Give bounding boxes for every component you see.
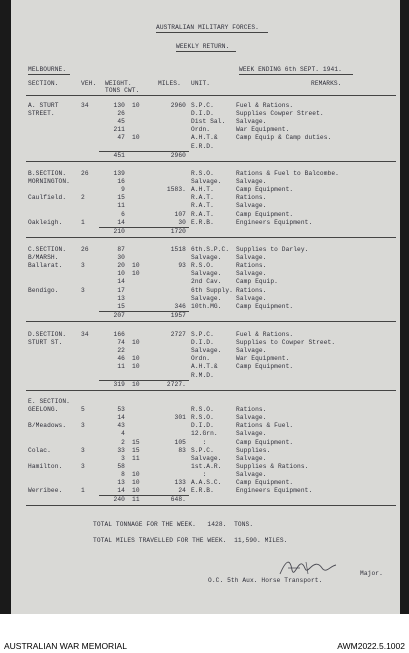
- row-unit: E.R.B.: [191, 487, 214, 495]
- row-unit: R.S.O.: [191, 414, 214, 422]
- row-vehicles: 5: [81, 406, 85, 414]
- row-unit: R.A.T.: [191, 202, 214, 210]
- footer-bar: [0, 614, 409, 653]
- row-tons: 11: [117, 202, 125, 210]
- week-ending: WEEK ENDING 6th SEPT. 1941.: [239, 66, 342, 73]
- row-tons: 13: [117, 294, 125, 302]
- row-section-name: Bendigo.: [28, 286, 59, 294]
- row-remarks: Salvage.: [236, 414, 267, 422]
- row-tons: 43: [117, 422, 125, 430]
- row-unit: :: [191, 470, 207, 478]
- row-unit: 10th.MG.: [191, 302, 222, 310]
- row-miles: 83: [178, 446, 186, 454]
- subtotal-tons: 210: [113, 227, 125, 235]
- row-unit: Salvage.: [191, 270, 222, 278]
- row-tons: 47: [117, 134, 125, 142]
- row-miles: 107: [174, 210, 186, 218]
- row-remarks: Camp Equip.: [236, 278, 278, 286]
- row-unit: R.S.O.: [191, 170, 214, 177]
- signature-unit: O.C. 5th Aux. Horse Transport.: [208, 577, 323, 584]
- row-miles: 301: [174, 414, 186, 422]
- row-vehicles: 3: [81, 462, 85, 470]
- row-miles: 1583.: [166, 186, 186, 194]
- row-unit: R.S.O.: [191, 406, 214, 414]
- total-tonnage: TOTAL TONNAGE FOR THE WEEK. 1428. TONS.: [93, 521, 254, 528]
- row-cwt: 10: [132, 270, 140, 278]
- subtotal-tons: 240: [113, 496, 125, 504]
- row-tons: 14: [117, 278, 125, 286]
- row-vehicles: 34: [81, 102, 89, 109]
- row-section-name: C.SECTION.: [28, 246, 67, 253]
- row-vehicles: 34: [81, 331, 89, 338]
- row-section-name: Oakleigh.: [28, 218, 63, 226]
- row-unit: Ordn.: [191, 126, 211, 134]
- row-remarks: Rations.: [236, 262, 267, 270]
- row-section-name: STURT ST.: [28, 339, 63, 347]
- row-tons: 6: [121, 210, 125, 218]
- row-remarks: Engineers Equipment.: [236, 487, 313, 495]
- row-unit: S.P.C.: [191, 446, 214, 454]
- row-unit: 2nd Cav.: [191, 278, 222, 286]
- row-section-name: Hamilton.: [28, 462, 63, 470]
- row-remarks: Salvage.: [236, 270, 267, 278]
- row-tons: 130: [113, 102, 125, 109]
- row-vehicles: 3: [81, 422, 85, 430]
- row-tons: 74: [117, 339, 125, 347]
- row-tons: 4: [121, 430, 125, 438]
- row-cwt: 10: [132, 487, 140, 495]
- row-vehicles: 3: [81, 446, 85, 454]
- subtotal-cwt: 11: [132, 496, 140, 504]
- total-miles: TOTAL MILES TRAVELLED FOR THE WEEK. 11,590. MILES.: [93, 537, 288, 544]
- row-remarks: Salvage.: [236, 430, 267, 438]
- row-tons: 10: [117, 270, 125, 278]
- subtotal-tons: 319: [113, 380, 125, 388]
- col-header-miles: MILES.: [158, 80, 181, 87]
- row-remarks: Rations.: [236, 406, 267, 414]
- row-unit: Salvage.: [191, 454, 222, 462]
- col-header-weight: WEIGHT.: [105, 80, 132, 87]
- row-remarks: Camp Equipment.: [236, 479, 294, 486]
- row-section-name: GEELONG.: [28, 406, 59, 414]
- subtotal-tons: 207: [113, 311, 125, 319]
- row-tons: 166: [113, 331, 125, 338]
- section-rule: [26, 237, 396, 238]
- return-title: WEEKLY RETURN.: [176, 43, 230, 50]
- row-unit: E.R.B.: [191, 218, 214, 226]
- row-tons: 16: [117, 178, 125, 186]
- row-tons: 3: [121, 454, 125, 462]
- row-cwt: 10: [132, 339, 140, 347]
- row-tons: 53: [117, 406, 125, 414]
- row-remarks: Supplies to Cowper Street.: [236, 339, 336, 347]
- row-remarks: Salvage.: [236, 118, 267, 126]
- row-unit: Ordn.: [191, 355, 211, 363]
- row-tons: 20: [117, 262, 125, 270]
- row-cwt: 10: [132, 102, 140, 109]
- row-miles: 2960: [170, 102, 186, 109]
- row-tons: 15: [117, 302, 125, 310]
- row-remarks: Supplies Cowper Street.: [236, 110, 324, 118]
- document-page: [11, 0, 400, 614]
- header-rule: [26, 95, 396, 96]
- row-unit: R.A.T.: [191, 210, 214, 218]
- row-tons: 33: [117, 446, 125, 454]
- row-tons: 15: [117, 194, 125, 202]
- row-section-name: Caulfield.: [28, 194, 67, 202]
- row-tons: 14: [117, 487, 125, 495]
- row-vehicles: 26: [81, 170, 89, 177]
- row-remarks: War Equipment.: [236, 126, 290, 134]
- row-remarks: Camp Equip & Camp duties.: [236, 134, 332, 142]
- row-cwt: 10: [132, 262, 140, 270]
- row-tons: 45: [117, 118, 125, 126]
- row-remarks: War Equipment.: [236, 355, 290, 363]
- row-vehicles: 26: [81, 246, 89, 253]
- subtotal-miles: 1957: [170, 311, 186, 319]
- row-tons: 2: [121, 438, 125, 446]
- row-vehicles: 3: [81, 286, 85, 294]
- row-cwt: 10: [132, 363, 140, 371]
- row-unit: E.R.D.: [191, 142, 214, 150]
- row-unit: R.M.D.: [191, 371, 214, 379]
- row-unit: Salvage.: [191, 347, 222, 355]
- row-unit: A.A.S.C.: [191, 479, 222, 486]
- row-remarks: Camp Equipment.: [236, 210, 294, 218]
- row-vehicles: 1: [81, 487, 85, 495]
- row-cwt: 10: [132, 134, 140, 142]
- row-tons: 8: [121, 470, 125, 478]
- row-tons: 22: [117, 347, 125, 355]
- row-remarks: Rations & Fuel.: [236, 422, 294, 430]
- row-tons: 26: [117, 110, 125, 118]
- row-unit: 6th Supply.: [191, 286, 233, 294]
- row-unit: A.H.T.&: [191, 363, 218, 371]
- row-miles: 24: [178, 487, 186, 495]
- org-heading: AUSTRALIAN MILITARY FORCES.: [156, 24, 259, 31]
- row-unit: 6th.S.P.C.: [191, 246, 230, 253]
- row-unit: R.S.O.: [191, 262, 214, 270]
- row-remarks: Supplies.: [236, 446, 271, 454]
- row-cwt: 15: [132, 446, 140, 454]
- row-section-name: D.SECTION.: [28, 331, 67, 338]
- row-section-name: E. SECTION.: [28, 398, 70, 405]
- row-remarks: Salvage.: [236, 294, 267, 302]
- section-rule: [26, 161, 396, 162]
- row-remarks: Engineers Equipment.: [236, 218, 313, 226]
- col-header-remarks: REMARKS.: [311, 80, 342, 87]
- row-tons: 11: [117, 363, 125, 371]
- footer-credit: AUSTRALIAN WAR MEMORIAL: [4, 641, 127, 651]
- footer-accession: AWM2022.5.1002: [337, 641, 405, 651]
- row-section-name: Werribee.: [28, 487, 63, 495]
- row-remarks: Supplies to Darley.: [236, 246, 309, 253]
- subtotal-tons: 451: [113, 151, 125, 159]
- row-remarks: Camp Equipment.: [236, 438, 294, 446]
- row-tons: 30: [117, 254, 125, 262]
- row-unit: Dist Sal.: [191, 118, 226, 126]
- row-section-name: Colac.: [28, 446, 51, 454]
- section-rule: [26, 390, 396, 391]
- row-cwt: 10: [132, 479, 140, 486]
- row-remarks: Fuel & Rations.: [236, 102, 294, 109]
- row-tons: 211: [113, 126, 125, 134]
- row-remarks: Rations.: [236, 286, 267, 294]
- signature-rank: Major.: [360, 570, 383, 577]
- col-header-section: SECTION.: [28, 80, 59, 87]
- row-tons: 46: [117, 355, 125, 363]
- row-section-name: STREET.: [28, 110, 55, 118]
- row-remarks: Salvage.: [236, 254, 267, 262]
- row-remarks: Rations.: [236, 194, 267, 202]
- row-remarks: Salvage.: [236, 470, 267, 478]
- subtotal-miles: 2960: [170, 151, 186, 159]
- row-cwt: 15: [132, 438, 140, 446]
- section-rule: [26, 505, 396, 506]
- row-unit: 1st.A.R.: [191, 462, 222, 470]
- row-unit: D.I.D.: [191, 422, 214, 430]
- row-unit: R.A.T.: [191, 194, 214, 202]
- row-miles: 30: [178, 218, 186, 226]
- row-remarks: Salvage.: [236, 347, 267, 355]
- location: MELBOURNE.: [28, 66, 67, 73]
- row-miles: 93: [178, 262, 186, 270]
- row-tons: 17: [117, 286, 125, 294]
- row-vehicles: 1: [81, 218, 85, 226]
- subtotal-miles: 2727.: [166, 380, 186, 388]
- row-miles: 105: [174, 438, 186, 446]
- row-section-name: B.SECTION.: [28, 170, 67, 177]
- row-section-name: A. STURT: [28, 102, 59, 109]
- row-unit: D.I.D.: [191, 339, 214, 347]
- row-remarks: Camp Equipment.: [236, 363, 294, 371]
- section-rule: [26, 321, 396, 322]
- row-miles: 2727: [170, 331, 186, 338]
- row-section-name: Ballarat.: [28, 262, 63, 270]
- subtotal-miles: 1720: [170, 227, 186, 235]
- row-unit: :: [191, 438, 207, 446]
- row-miles: 1518: [170, 246, 186, 253]
- row-tons: 58: [117, 462, 125, 470]
- row-unit: Salvage.: [191, 294, 222, 302]
- row-remarks: Camp Equipment.: [236, 302, 294, 310]
- col-header-tons-cwt: TONS CWT.: [105, 87, 140, 94]
- week-underline: [239, 74, 353, 75]
- row-tons: 87: [117, 246, 125, 253]
- row-unit: D.I.D.: [191, 110, 214, 118]
- row-remarks: Salvage.: [236, 178, 267, 186]
- col-header-unit: UNIT.: [191, 80, 211, 87]
- row-tons: 14: [117, 414, 125, 422]
- row-unit: S.P.C.: [191, 331, 214, 338]
- row-remarks: Camp Equipment.: [236, 186, 294, 194]
- row-section-name: B/MARSH.: [28, 254, 59, 262]
- row-tons: 13: [117, 479, 125, 486]
- row-miles: 133: [174, 479, 186, 486]
- row-remarks: Salvage.: [236, 202, 267, 210]
- row-remarks: Supplies & Rations.: [236, 462, 309, 470]
- row-unit: Salvage.: [191, 178, 222, 186]
- row-vehicles: 3: [81, 262, 85, 270]
- row-remarks: Fuel & Rations.: [236, 331, 294, 338]
- row-remarks: Rations & Fuel to Balcombe.: [236, 170, 339, 177]
- row-tons: 9: [121, 186, 125, 194]
- subtotal-cwt: 10: [132, 380, 140, 388]
- row-unit: Salvage.: [191, 254, 222, 262]
- row-section-name: B/Meadows.: [28, 422, 67, 430]
- row-cwt: 11: [132, 454, 140, 462]
- row-unit: S.P.C.: [191, 102, 214, 109]
- row-cwt: 10: [132, 470, 140, 478]
- row-vehicles: 2: [81, 194, 85, 202]
- row-miles: 346: [174, 302, 186, 310]
- org-underline: [156, 32, 268, 33]
- row-unit: A.H.T.: [191, 186, 214, 194]
- row-tons: 139: [113, 170, 125, 177]
- title-underline: [176, 51, 236, 52]
- col-header-veh: VEH.: [81, 80, 97, 87]
- subtotal-miles: 648.: [170, 496, 186, 504]
- row-section-name: MORNINGTON.: [28, 178, 70, 186]
- location-underline: [28, 74, 70, 75]
- row-cwt: 10: [132, 355, 140, 363]
- row-remarks: Salvage.: [236, 454, 267, 462]
- row-unit: 12.Grn.: [191, 430, 218, 438]
- row-tons: 14: [117, 218, 125, 226]
- row-unit: A.H.T.&: [191, 134, 218, 142]
